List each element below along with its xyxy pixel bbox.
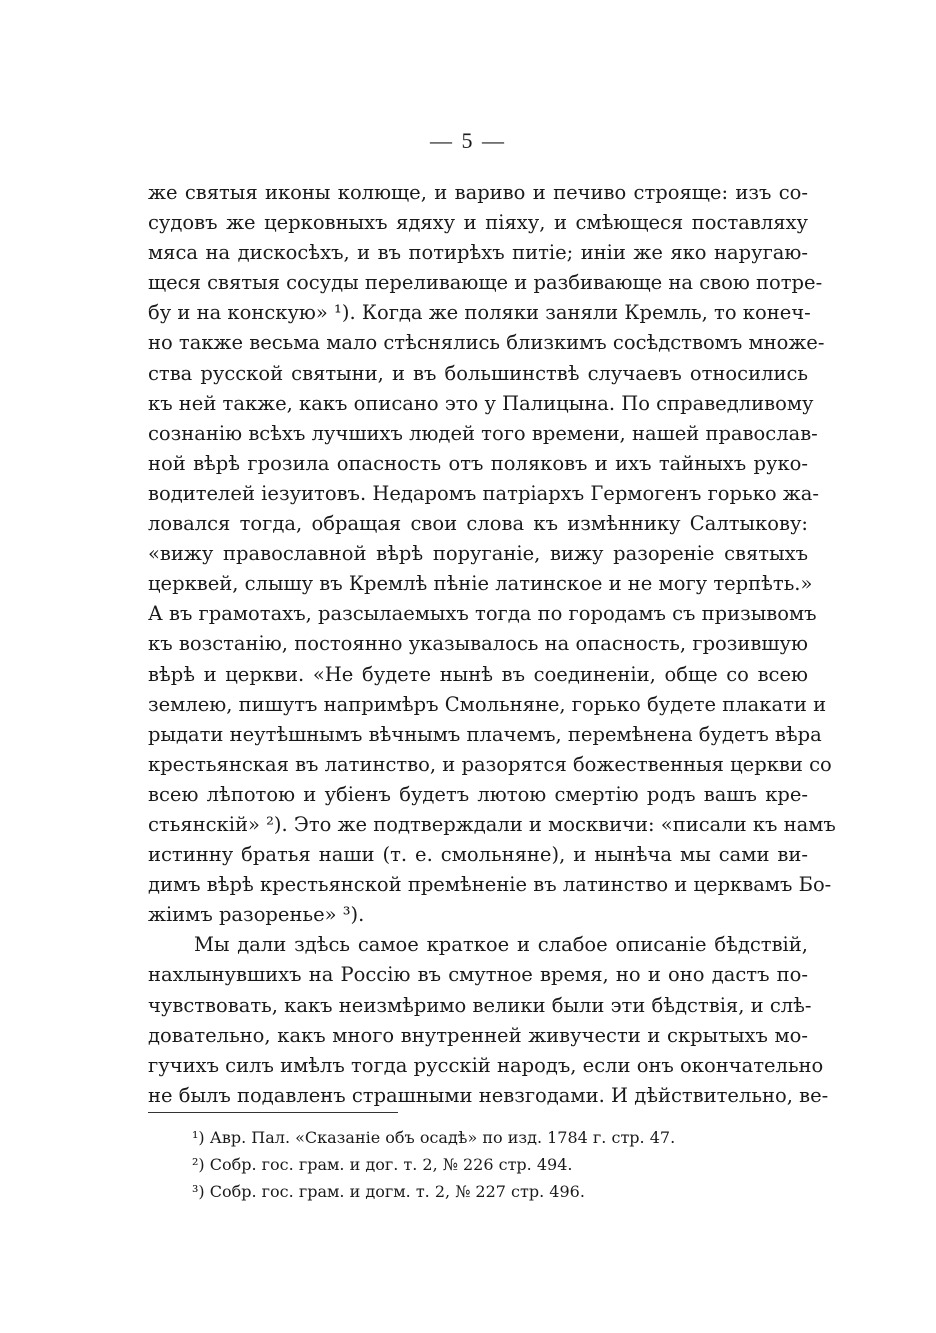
text-line: всею лѣпотою и убіенъ будетъ лютою смертію родъ вашъ кре- (148, 782, 808, 806)
footnotes (192, 1124, 812, 1205)
text-line: нахлынувшихъ на Россію въ смутное время, но и оно дастъ по- (148, 963, 808, 987)
text-line: жіимъ разоренье» ³). (148, 903, 365, 927)
text-line: бу и на конскую» ¹). Когда же поляки заняли Кремль, то конеч- (148, 301, 811, 325)
text-line: рыдати неутѣшнымъ вѣчнымъ плачемъ, перемѣнена будетъ вѣра (148, 722, 822, 746)
body-text (148, 178, 836, 1111)
text-line: церквей, слышу въ Кремлѣ пѣніе латинское и не могу терпѣть.» (148, 572, 813, 596)
text-line: мяса на дискосѣхъ, и въ потирѣхъ питіе; иніи же яко наругаю- (148, 241, 808, 265)
footnote: ³) Собр. гос. грам. и догм. т. 2, № 227 стр. 496. (192, 1182, 585, 1201)
text-line: землею, пишутъ напримѣръ Смольняне, горько будете плакати и (148, 692, 827, 716)
text-line: водителей іезуитовъ. Недаромъ патріархъ Гермогенъ горько жа- (148, 481, 819, 505)
text-line: не былъ подавленъ страшными невзгодами. И дѣйствительно, ве- (148, 1083, 829, 1107)
text-line: крестьянская въ латинство, и разорятся божественныя церкви со (148, 752, 832, 776)
text-line: судовъ же церковныхъ ядяху и піяху, и смѣющеся поставляху (148, 211, 808, 235)
text-line: вѣрѣ и церкви. «Не будете нынѣ въ соединеніи, обще со всею (148, 662, 808, 686)
text-line: щеся святыя сосуды переливающе и разбивающе на свою потре- (148, 271, 823, 295)
footnote-divider (148, 1112, 398, 1113)
text-line: сознанію всѣхъ лучшихъ людей того времени, нашей православ- (148, 421, 818, 445)
text-line: «вижу православной вѣрѣ поруганіе, вижу разореніе святыхъ (148, 542, 808, 566)
text-line: ства русской святыни, и въ большинствѣ случаевъ относились (148, 361, 808, 385)
text-line: димъ вѣрѣ крестьянской премѣненіе въ латинство и церквамъ Бо- (148, 873, 832, 897)
text-line: А въ грамотахъ, разсылаемыхъ тогда по городамъ съ призывомъ (148, 602, 817, 626)
footnote: ¹) Авр. Пал. «Сказаніе объ осадѣ» по изд. 1784 г. стр. 47. (192, 1128, 676, 1147)
text-line: но также весьма мало стѣснялись близкимъ сосѣдствомъ множе- (148, 331, 825, 355)
page-number: — 5 — (430, 128, 506, 153)
text-line: къ ней также, какъ описано это у Палицына. По справедливому (148, 391, 814, 415)
text-line: же святыя иконы колюще, и вариво и печиво строяще: изъ со- (148, 181, 808, 204)
text-line: ловался тогда, обращая свои слова къ измѣннику Салтыкову: (148, 512, 808, 536)
text-line: къ возстанію, постоянно указывалось на опасность, грозившую (148, 632, 808, 656)
text-line: чувствовать, какъ неизмѣримо велики были эти бѣдствія, и слѣ- (148, 993, 812, 1017)
text-line: ной вѣрѣ грозила опасность отъ поляковъ и ихъ тайныхъ руко- (148, 451, 808, 475)
text-line: довательно, какъ много внутренней живучести и скрытыхъ мо- (148, 1023, 808, 1047)
footnote: ²) Собр. гос. грам. и дог. т. 2, № 226 стр. 494. (192, 1155, 573, 1174)
text-line: стьянскій» ²). Это же подтверждали и москвичи: «писали къ намъ (148, 812, 836, 836)
text-line: гучихъ силъ имѣлъ тогда русскій народъ, если онъ окончательно (148, 1053, 824, 1077)
text-line: истинну братья наши (т. е. смольняне), и нынѣча мы сами ви- (148, 843, 808, 867)
text-line: Мы дали здѣсь самое краткое и слабое описаніе бѣдствій, (194, 933, 808, 957)
